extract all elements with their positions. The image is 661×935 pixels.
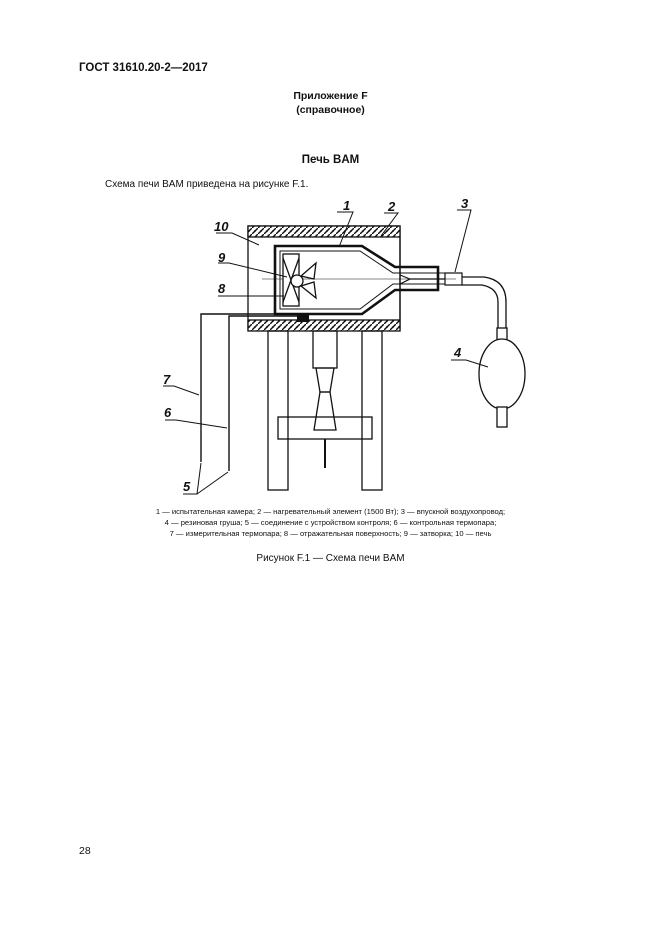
callout-7: 7 xyxy=(163,372,171,387)
thermocouple-wires xyxy=(201,314,307,471)
figure-legend-line-3: 7 — измерительная термопара; 8 — отражательная поверхность; 9 — затворка; 10 — печь xyxy=(169,529,492,538)
callout-1: 1 xyxy=(343,198,351,213)
furnace-stand xyxy=(268,331,382,490)
air-tube xyxy=(462,277,506,330)
annex-subtitle: (справочное) xyxy=(296,104,365,116)
callout-2: 2 xyxy=(388,199,396,214)
intro-paragraph: Схема печи BAM приведена на рисунке F.1. xyxy=(105,179,309,190)
callout-6: 6 xyxy=(164,405,172,420)
control-connector xyxy=(297,314,309,322)
annex-title: Приложение F xyxy=(293,90,368,102)
callout-3: 3 xyxy=(461,196,469,211)
figure-legend-line-1: 1 — испытательная камера; 2 — нагревательный элемент (1500 Вт); 3 — впускной воздухопровод; xyxy=(155,507,506,516)
furnace-diagram xyxy=(150,192,570,502)
page-number: 28 xyxy=(79,845,91,857)
section-title: Печь BAM xyxy=(301,154,360,166)
rubber-bulb xyxy=(479,328,525,427)
callout-9: 9 xyxy=(218,250,226,265)
figure-legend-line-2: 4 — резиновая груша; 5 — соединение с устройством контроля; 6 — контрольная термопара; xyxy=(164,518,497,527)
callout-5: 5 xyxy=(183,479,191,494)
callout-10: 10 xyxy=(214,219,229,234)
callout-4: 4 xyxy=(454,345,462,360)
standard-number: ГОСТ 31610.20-2—2017 xyxy=(79,62,208,74)
figure-caption: Рисунок F.1 — Схема печи BAM xyxy=(256,553,405,564)
callout-8: 8 xyxy=(218,281,226,296)
